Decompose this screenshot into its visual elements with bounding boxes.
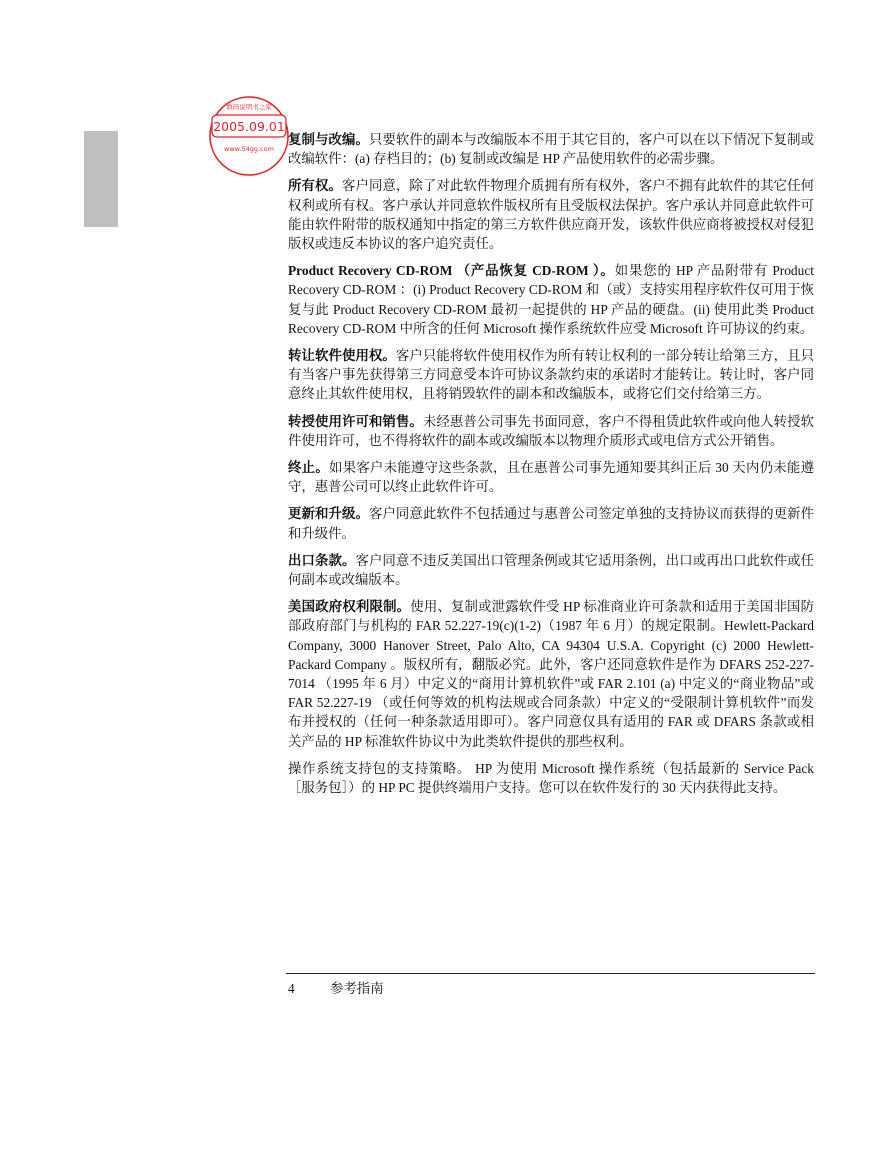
- paragraph-heading: 出口条款。: [288, 552, 356, 568]
- paragraph-heading: 美国政府权利限制。: [288, 599, 411, 615]
- paragraph-heading: 更新和升级。: [288, 506, 369, 522]
- stamp-top-text: 数码说明书之家: [226, 103, 272, 111]
- paragraph-sublicensing: [288, 412, 814, 450]
- paragraph-body: 未经惠普公司事先书面同意，客户不得租赁此软件或向他人转授软件使用许可，也不得将软件的副本或改编版本以物理介质形式或电信方式公开销售。: [288, 413, 815, 448]
- paragraph-heading: 转让软件使用权。: [288, 348, 396, 364]
- paragraph-os-support: [288, 759, 814, 797]
- paragraph-body: 操作系统支持包的支持策略。 HP 为使用 Microsoft 操作系统（包括最新的 Service Pack ［服务包］）的 HP PC 提供终端用户支持。您可以在软件发行的 30 天内获得此支持。: [288, 760, 814, 796]
- paragraph-heading: 转授使用许可和销售。: [288, 413, 423, 429]
- paragraph-copying: [288, 130, 814, 168]
- paragraph-body: 只要软件的副本与改编版本不用于其它目的，客户可以在以下情况下复制或改编软件：(a) 存档目的；(b) 复制或改编是 HP 产品使用软件的必需步骤。: [288, 132, 815, 167]
- side-tab-marker: [84, 131, 118, 227]
- paragraph-body: 如果您的 HP 产品附带有 Product Recovery CD-ROM ：(i) Product Recovery CD-ROM 和（或）支持实用程序软件仅可用于恢复与此 Product Recovery CD-ROM 最初一起提供的 HP 产品的硬盘。(ii) 使用此类 Product Recovery CD-ROM 中所含的任何 Microsoft 操作系统软件应受 Microsoft 许可协议的约束。: [288, 263, 814, 336]
- footer-divider: [286, 973, 815, 974]
- stamp-seal: [208, 95, 290, 177]
- page-footer: [288, 978, 384, 997]
- paragraph-updates: [288, 504, 814, 542]
- license-terms: [288, 130, 814, 805]
- paragraph-body: 使用、复制或泄露软件受 HP 标准商业许可条款和适用于美国非国防部政府部门与机构的 FAR 52.227-19(c)(1-2)（1987 年 6 月）的规定限制。Hewlett-Packard Company, 3000 Hanover Street, Palo Alto, CA 94304 U.S.A. Copyright (c) 2000 Hewlett-Packard Company 。版权所有，翻版必究。此外，客户还同意软件是作为 DFARS 252-227-7014 （1995 年 6 月）中定义的“商用计算机软件”或 FAR 2.101 (a) 中定义的“商业物品”或 FAR 52.227-19 （或任何等效的机构法规或合同条款）中定义的“受限制计算机软件”而发布并授权的（任何一种条款适用即可）。客户同意仅具有适用的 FAR 或 DFARS 条款或相关产品的 HP 标准软件协议中为此类软件提供的那些权利。: [288, 599, 814, 749]
- paragraph-heading: 复制与改编。: [288, 132, 369, 147]
- stamp-date: 2005.09.01: [213, 119, 285, 134]
- paragraph-transfer: [288, 346, 814, 404]
- paragraph-export: [288, 551, 814, 589]
- page-number: 4: [288, 981, 295, 996]
- paragraph-recovery-cd: [288, 261, 814, 338]
- paragraph-body: 如果客户未能遵守这些条款，且在惠普公司事先通知要其纠正后 30 天内仍未能遵守，惠普公司可以终止此软件许可。: [288, 460, 814, 495]
- paragraph-heading: 所有权。: [288, 178, 342, 194]
- stamp-url: www.54gg.com: [224, 145, 274, 153]
- paragraph-termination: [288, 458, 814, 496]
- paragraph-body: 客户同意不违反美国出口管理条例或其它适用条例，出口或再出口此软件或任何副本或改编版本。: [288, 552, 815, 588]
- paragraph-body: 客户同意此软件不包括通过与惠普公司签定单独的支持协议而获得的更新件和升级件。: [288, 506, 815, 541]
- paragraph-heading: Product Recovery CD-ROM （产品恢复 CD-ROM ）。: [288, 263, 615, 279]
- paragraph-body: 客户同意，除了对此软件物理介质拥有所有权外，客户不拥有此软件的其它任何权利或所有权。客户承认并同意软件版权所有且受版权法保护。客户承认并同意此软件可能由软件附带的版权通知中指定的第三方软件供应商开发，该软件供应商将被授权对侵犯版权或违反本协议的客户追究责任。: [288, 178, 815, 252]
- paragraph-heading: 终止。: [288, 460, 329, 476]
- paragraph-ownership: [288, 176, 814, 253]
- paragraph-us-government: [288, 597, 814, 751]
- footer-title: 参考指南: [330, 981, 384, 996]
- paragraph-body: 客户只能将软件使用权作为所有转让权利的一部分转让给第三方，且只有当客户事先获得第三方同意受本许可协议条款约束的承诺时才能转让。转让时，客户同意终止其软件使用权，且将销毁软件的副本和改编版本，或将它们交付给第三方。: [288, 348, 815, 402]
